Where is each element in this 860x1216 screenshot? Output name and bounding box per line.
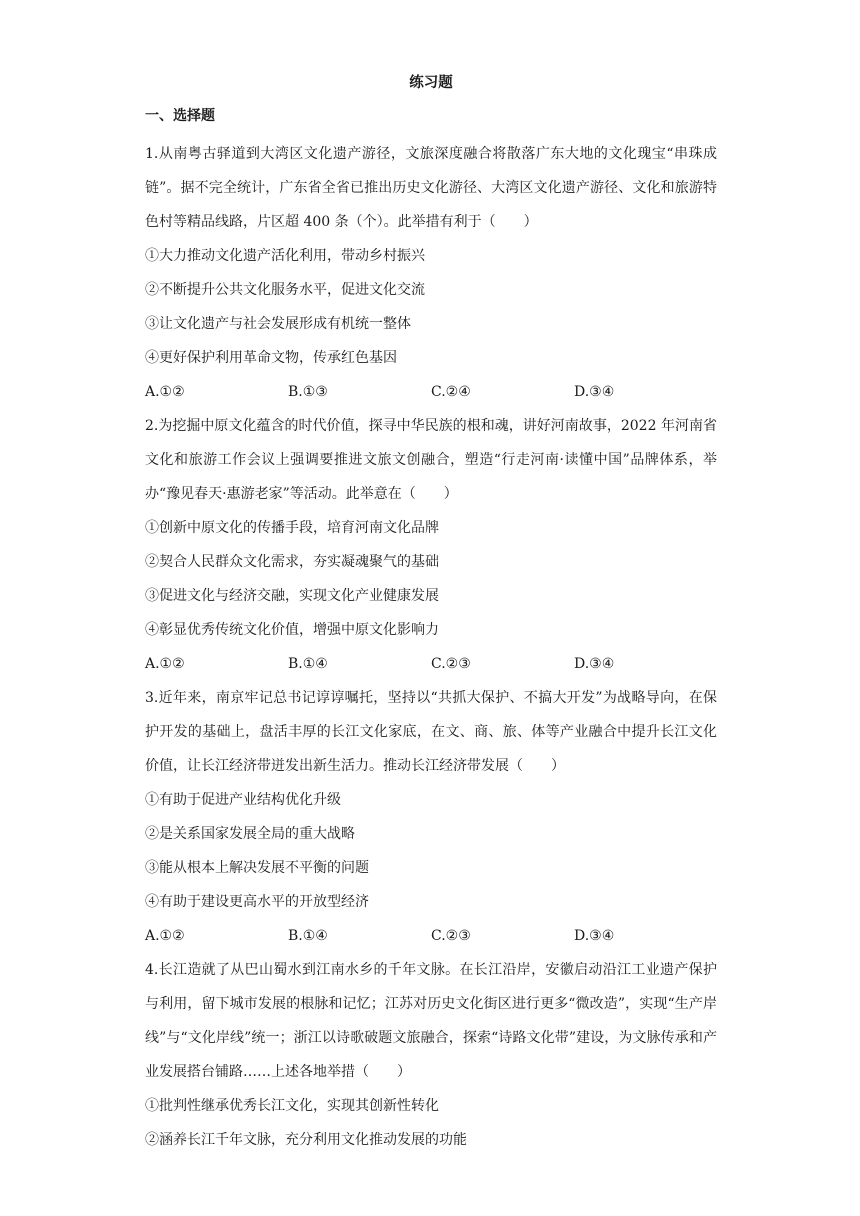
question-stem: 4.长江造就了从巴山蜀水到江南水乡的千年文脉。在长江沿岸，安徽启动沿江工业遗产保护与利用，留下城市发展的根脉和记忆；江苏对历史文化街区进行更多“微改造”，实现“生产岸线”与“文化岸线”统一；浙江以诗歌破题文旅融合，探索“诗路文化带”建设，为文脉传承和产业发展搭台铺路……上述各地举措（ ） [145,962,717,1080]
answer-choices [145,647,717,681]
statement-3: ③促进文化与经济交融，实现文化产业健康发展 [145,588,439,604]
question-2 [145,409,717,681]
answer-choices [145,375,717,409]
answer-choices [145,919,717,953]
question-stem: 3.近年来，南京牢记总书记谆谆嘱托，坚持以“共抓大保护、不搞大开发”为战略导向，在保护开发的基础上，盘活丰厚的长江文化家底，在文、商、旅、体等产业融合中提升长江文化价值，让长江经济带迸发出新生活力。推动长江经济带发展（ ） [145,690,717,774]
question-3 [145,681,717,953]
choice-c: C.②③ [431,656,471,672]
statement-1: ①批判性继承优秀长江文化，实现其创新性转化 [145,1098,439,1114]
statement-3: ③能从根本上解决发展不平衡的问题 [145,860,369,876]
choice-c: C.②④ [431,384,471,400]
statement-1: ①创新中原文化的传播手段，培育河南文化品牌 [145,520,439,536]
choice-d: D.③④ [574,656,615,672]
section-heading: 一、选择题 [145,108,215,124]
choice-c: C.②③ [431,928,471,944]
statement-2: ②不断提升公共文化服务水平，促进文化交流 [145,282,425,298]
choice-d: D.③④ [574,928,615,944]
choice-b: B.①③ [288,384,328,400]
statement-4: ④有助于建设更高水平的开放型经济 [145,894,369,910]
statement-1: ①有助于促进产业结构优化升级 [145,792,341,808]
question-stem: 2.为挖掘中原文化蕴含的时代价值，探寻中华民族的根和魂，讲好河南故事，2022 年河南省文化和旅游工作会议上强调要推进文旅文创融合，塑造“行走河南·读懂中国”品牌体系，举办“豫见春天·惠游老家”等活动。此举意在（ ） [145,418,717,502]
statement-3: ③让文化遗产与社会发展形成有机统一整体 [145,316,411,332]
statement-4: ④彰显优秀传统文化价值，增强中原文化影响力 [145,622,439,638]
statement-2: ②涵养长江千年文脉，充分利用文化推动发展的功能 [145,1132,467,1148]
question-4 [145,953,717,1157]
choice-b: B.①④ [288,656,328,672]
choice-a: A.①② [145,384,185,400]
choice-a: A.①② [145,928,185,944]
statement-4: ④更好保护利用革命文物，传承红色基因 [145,350,397,366]
statement-2: ②契合人民群众文化需求，夯实凝魂聚气的基础 [145,554,439,570]
choice-b: B.①④ [288,928,328,944]
statement-1: ①大力推动文化遗产活化利用，带动乡村振兴 [145,248,425,264]
exercise-page [145,72,717,1157]
statement-2: ②是关系国家发展全局的重大战略 [145,826,355,842]
page-title: 练习题 [409,74,453,91]
question-1 [145,137,717,409]
choice-d: D.③④ [574,384,615,400]
choice-a: A.①② [145,656,185,672]
question-stem: 1.从南粤古驿道到大湾区文化遗产游径，文旅深度融合将散落广东大地的文化瑰宝“串珠成链”。据不完全统计，广东省全省已推出历史文化游径、大湾区文化遗产游径、文化和旅游特色村等精品线路，片区超 400 条（个）。此举措有利于（ ） [145,146,717,230]
